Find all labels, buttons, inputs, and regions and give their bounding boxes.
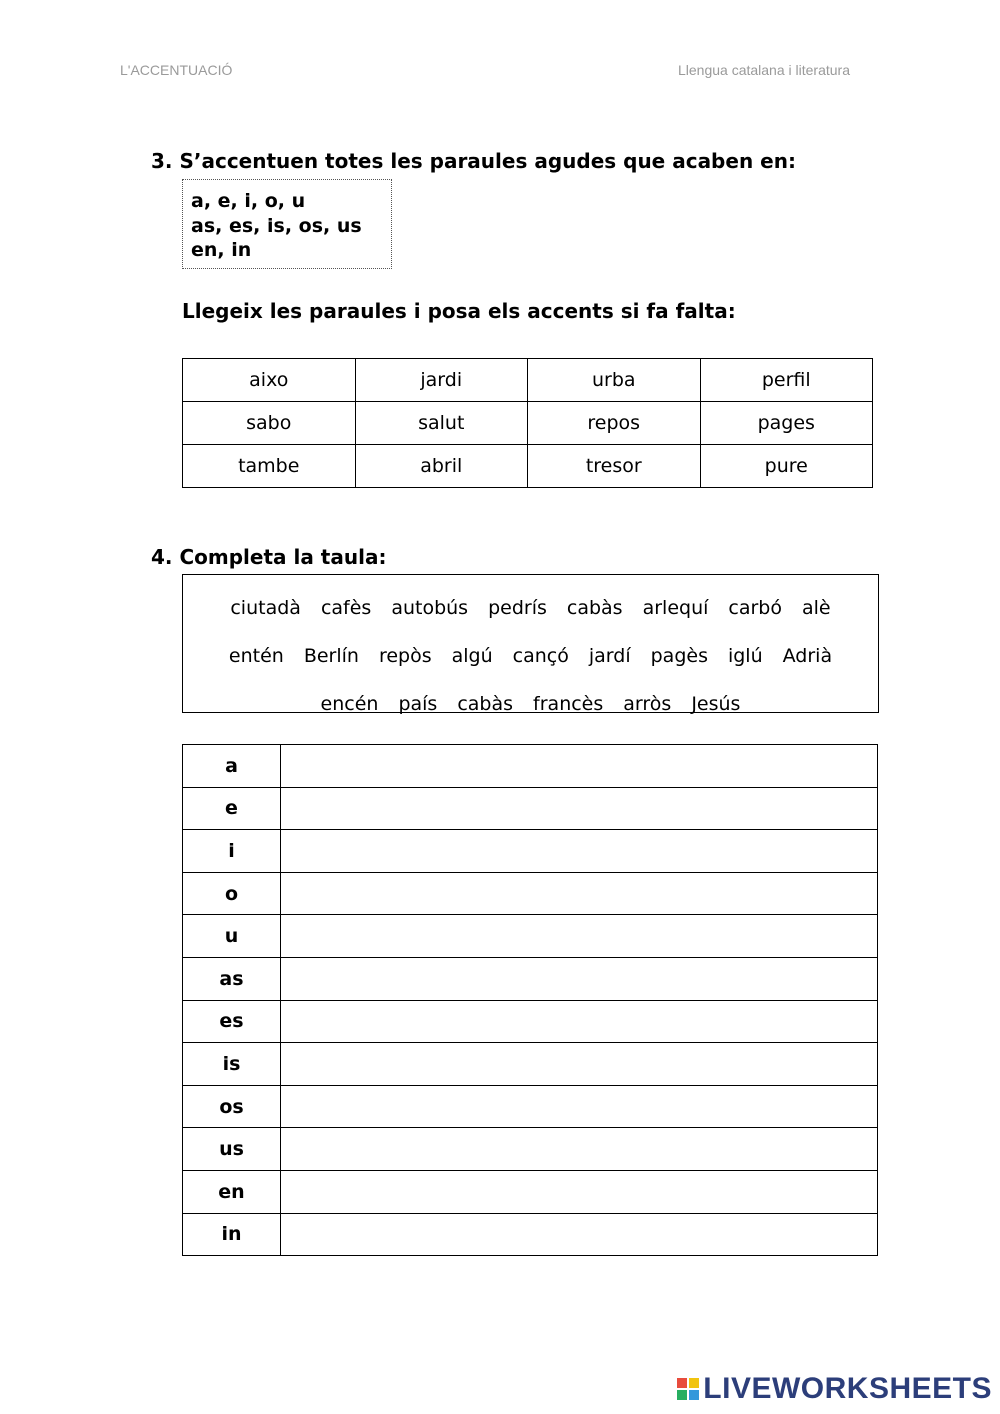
- table-row: [183, 445, 873, 488]
- bank-word[interactable]: pagès: [650, 645, 708, 667]
- word-cell[interactable]: urba: [528, 359, 701, 402]
- liveworksheets-logo-icon: [677, 1378, 699, 1400]
- bank-word[interactable]: repòs: [378, 645, 432, 667]
- bank-word[interactable]: algú: [451, 645, 493, 667]
- table-row: [183, 957, 878, 1000]
- word-cell[interactable]: abril: [355, 445, 528, 488]
- ending-label: i: [183, 830, 281, 873]
- bank-word[interactable]: cançó: [512, 645, 569, 667]
- bank-word[interactable]: arròs: [623, 693, 672, 715]
- word-cell[interactable]: jardi: [355, 359, 528, 402]
- table-row: [183, 872, 878, 915]
- ending-label: is: [183, 1043, 281, 1086]
- bank-word[interactable]: entén: [228, 645, 284, 667]
- bank-word[interactable]: pedrís: [488, 597, 547, 619]
- logo-square: [677, 1378, 687, 1388]
- exercise-3-instruction: Llegeix les paraules i posa els accents si fa falta:: [182, 299, 736, 323]
- answer-cell[interactable]: [281, 1043, 878, 1086]
- bank-word[interactable]: cafès: [320, 597, 372, 619]
- word-bank-line: [183, 680, 878, 728]
- word-bank: [182, 574, 879, 713]
- bank-word[interactable]: ciutadà: [230, 597, 301, 619]
- answer-cell[interactable]: [281, 915, 878, 958]
- table-row: [183, 1170, 878, 1213]
- word-cell[interactable]: perfil: [700, 359, 873, 402]
- rule-line: en, in: [191, 239, 252, 261]
- rule-line: a, e, i, o, u: [191, 190, 306, 212]
- answer-cell[interactable]: [281, 787, 878, 830]
- answer-cell[interactable]: [281, 1213, 878, 1256]
- logo-square: [689, 1390, 699, 1400]
- table-row: [183, 745, 878, 788]
- word-bank-line: [183, 632, 878, 680]
- word-cell[interactable]: pages: [700, 402, 873, 445]
- answer-cell[interactable]: [281, 1000, 878, 1043]
- bank-word[interactable]: carbó: [728, 597, 782, 619]
- bank-word[interactable]: alè: [802, 597, 831, 619]
- answer-cell[interactable]: [281, 1170, 878, 1213]
- liveworksheets-watermark: [677, 1372, 992, 1406]
- word-cell[interactable]: pure: [700, 445, 873, 488]
- exercise-4-title: 4. Completa la taula:: [151, 545, 387, 569]
- logo-square: [677, 1390, 687, 1400]
- word-cell[interactable]: tambe: [183, 445, 356, 488]
- word-cell[interactable]: repos: [528, 402, 701, 445]
- ending-label: es: [183, 1000, 281, 1043]
- table-row: [183, 1043, 878, 1086]
- endings-table: [182, 744, 878, 1256]
- bank-word[interactable]: Jesús: [691, 693, 741, 715]
- table-row: [183, 1085, 878, 1128]
- watermark-text: LIVEWORKSHEETS: [703, 1372, 992, 1405]
- answer-cell[interactable]: [281, 830, 878, 873]
- table-row: [183, 830, 878, 873]
- table-row: [183, 1000, 878, 1043]
- word-cell[interactable]: sabo: [183, 402, 356, 445]
- table-row: [183, 1213, 878, 1256]
- bank-word[interactable]: jardí: [588, 645, 631, 667]
- bank-word[interactable]: cabàs: [457, 693, 514, 715]
- answer-cell[interactable]: [281, 872, 878, 915]
- table-row: [183, 359, 873, 402]
- bank-word[interactable]: Berlín: [303, 645, 359, 667]
- document-title: L'ACCENTUACIÓ: [120, 62, 233, 78]
- word-bank-line: [183, 584, 878, 632]
- bank-word[interactable]: cabàs: [566, 597, 623, 619]
- answer-cell[interactable]: [281, 957, 878, 1000]
- table-row: [183, 787, 878, 830]
- accent-rule-box: [182, 179, 392, 269]
- ending-label: o: [183, 872, 281, 915]
- bank-word[interactable]: francès: [533, 693, 604, 715]
- word-cell[interactable]: salut: [355, 402, 528, 445]
- bank-word[interactable]: iglú: [727, 645, 763, 667]
- bank-word[interactable]: encén: [320, 693, 379, 715]
- bank-word[interactable]: arlequí: [642, 597, 709, 619]
- table-row: [183, 915, 878, 958]
- ending-label: in: [183, 1213, 281, 1256]
- rule-line: as, es, is, os, us: [191, 214, 362, 237]
- ending-label: u: [183, 915, 281, 958]
- ending-label: a: [183, 745, 281, 788]
- word-cell[interactable]: aixo: [183, 359, 356, 402]
- bank-word[interactable]: Adrià: [782, 645, 833, 667]
- table-row: [183, 1128, 878, 1171]
- ending-label: e: [183, 787, 281, 830]
- bank-word[interactable]: autobús: [391, 597, 469, 619]
- logo-square: [689, 1378, 699, 1388]
- ending-label: us: [183, 1128, 281, 1171]
- table-row: [183, 402, 873, 445]
- ending-label: en: [183, 1170, 281, 1213]
- words-table: [182, 358, 873, 488]
- ending-label: os: [183, 1085, 281, 1128]
- subject-name: Llengua catalana i literatura: [677, 62, 850, 78]
- answer-cell[interactable]: [281, 1128, 878, 1171]
- answer-cell[interactable]: [281, 745, 878, 788]
- bank-word[interactable]: país: [398, 693, 438, 715]
- answer-cell[interactable]: [281, 1085, 878, 1128]
- word-cell[interactable]: tresor: [528, 445, 701, 488]
- exercise-3-title: 3. S’accentuen totes les paraules agudes que acaben en:: [151, 149, 796, 173]
- ending-label: as: [183, 957, 281, 1000]
